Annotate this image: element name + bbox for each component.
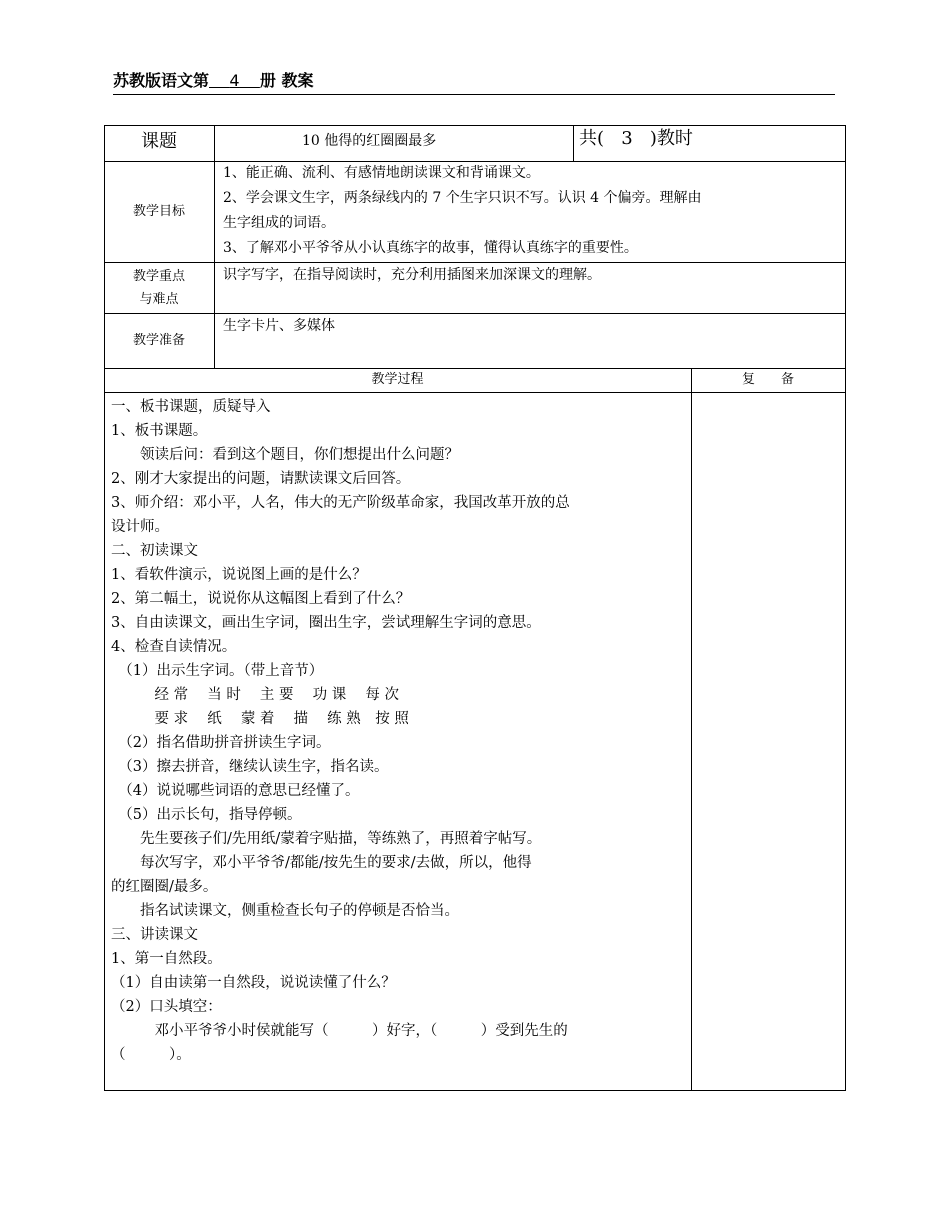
process-line: 三、讲读课文 [111,927,198,943]
header-prefix: 苏教版语文第 [113,71,210,90]
table-rule [214,125,215,368]
table-border-top [104,125,846,126]
process-line: （1）自由读第一自然段，说说读懂了什么？ [111,975,396,991]
goal-line: 生字组成的词语。 [223,215,335,231]
table-border-right [845,125,846,1091]
table-rule [104,392,846,393]
process-line: （ ）。 [111,1047,191,1063]
key-points-label: 教学重点 [132,269,185,284]
process-line: 设计师。 [111,519,169,535]
topic-value: 10 他得的红圈圈最多 [302,133,437,149]
process-line: 要 求 纸 蒙 着 描 练 熟 按 照 [111,711,409,727]
notes-header: 复 备 [741,372,794,387]
header-volume: 4 [229,71,240,90]
process-line: （3）擦去拼音，继续认读生字，指名读。 [111,759,389,775]
process-line: 领读后问：看到这个题目，你们想提出什么问题？ [111,447,459,463]
prep-label: 教学准备 [132,333,185,348]
process-line: （4）说说哪些词语的意思已经懂了。 [111,783,360,799]
document-header [113,70,835,95]
process-line: （2）指名借助拼音拼读生字词。 [111,735,331,751]
table-rule [104,262,846,263]
table-rule [573,125,574,161]
process-line: 每次写字，邓小平爷爷/都能/按先生的要求/去做，所以，他得 [111,855,532,871]
key-points: 识字写字，在指导阅读时，充分利用插图来加深课文的理解。 [223,267,601,283]
process-line: 1、看软件演示，说说图上画的是什么？ [111,567,367,583]
table-rule [691,368,692,1090]
process-line: 3、自由读课文，画出生字词，圈出生字，尝试理解生字词的意思。 [111,615,541,631]
process-line: 二、初读课文 [111,543,198,559]
goal-line: 3、了解邓小平爷爷从小认真练字的故事，懂得认真练字的重要性。 [223,240,638,256]
prep-value: 生字卡片、多媒体 [223,318,335,334]
table-rule [104,313,846,314]
process-line: 4、检查自读情况。 [111,639,237,655]
key-points-label: 与难点 [139,292,179,307]
process-line: 2、第二幅土，说说你从这幅图上看到了什么？ [111,591,411,607]
process-line: 一、板书课题，质疑导入 [111,399,271,415]
goal-line: 1、能正确、流利、有感情地朗读课文和背诵课文。 [223,165,540,181]
process-line: （1）出示生字词。（带上音节） [111,663,324,679]
process-line: 先生要孩子们/先用纸/蒙着字贴描，等练熟了，再照着字帖写。 [111,831,542,847]
process-line: 的红圈圈/最多。 [111,879,218,895]
process-line: （5）出示长句，指导停顿。 [111,807,302,823]
table-border-bottom [104,1090,846,1091]
process-header: 教学过程 [371,372,424,387]
process-line: 1、第一自然段。 [111,951,222,967]
goal-line: 2、学会课文生字，两条绿线内的 7 个生字只识不写。认识 4 个偏旁。理解由 [223,190,702,206]
process-line: 1、板书课题。 [111,423,208,439]
process-line: 3、师介绍：邓小平，人名，伟大的无产阶级革命家，我国改革开放的总 [111,495,570,511]
process-line: （2）口头填空： [111,999,222,1015]
sessions-count: 共( 3 )教时 [579,128,693,149]
header-suffix: 册 教案 [259,71,314,90]
process-line: 2、刚才大家提出的问题，请默读课文后回答。 [111,471,411,487]
goals-label: 教学目标 [132,204,185,219]
process-line: 邓小平爷爷小时侯就能写（ ）好字，（ ）受到先生的 [111,1023,568,1039]
process-line: 经 常 当 时 主 要 功 课 每 次 [111,687,399,703]
process-line: 指名试读课文，侧重检查长句子的停顿是否恰当。 [111,903,459,919]
topic-label: 课题 [141,131,177,152]
